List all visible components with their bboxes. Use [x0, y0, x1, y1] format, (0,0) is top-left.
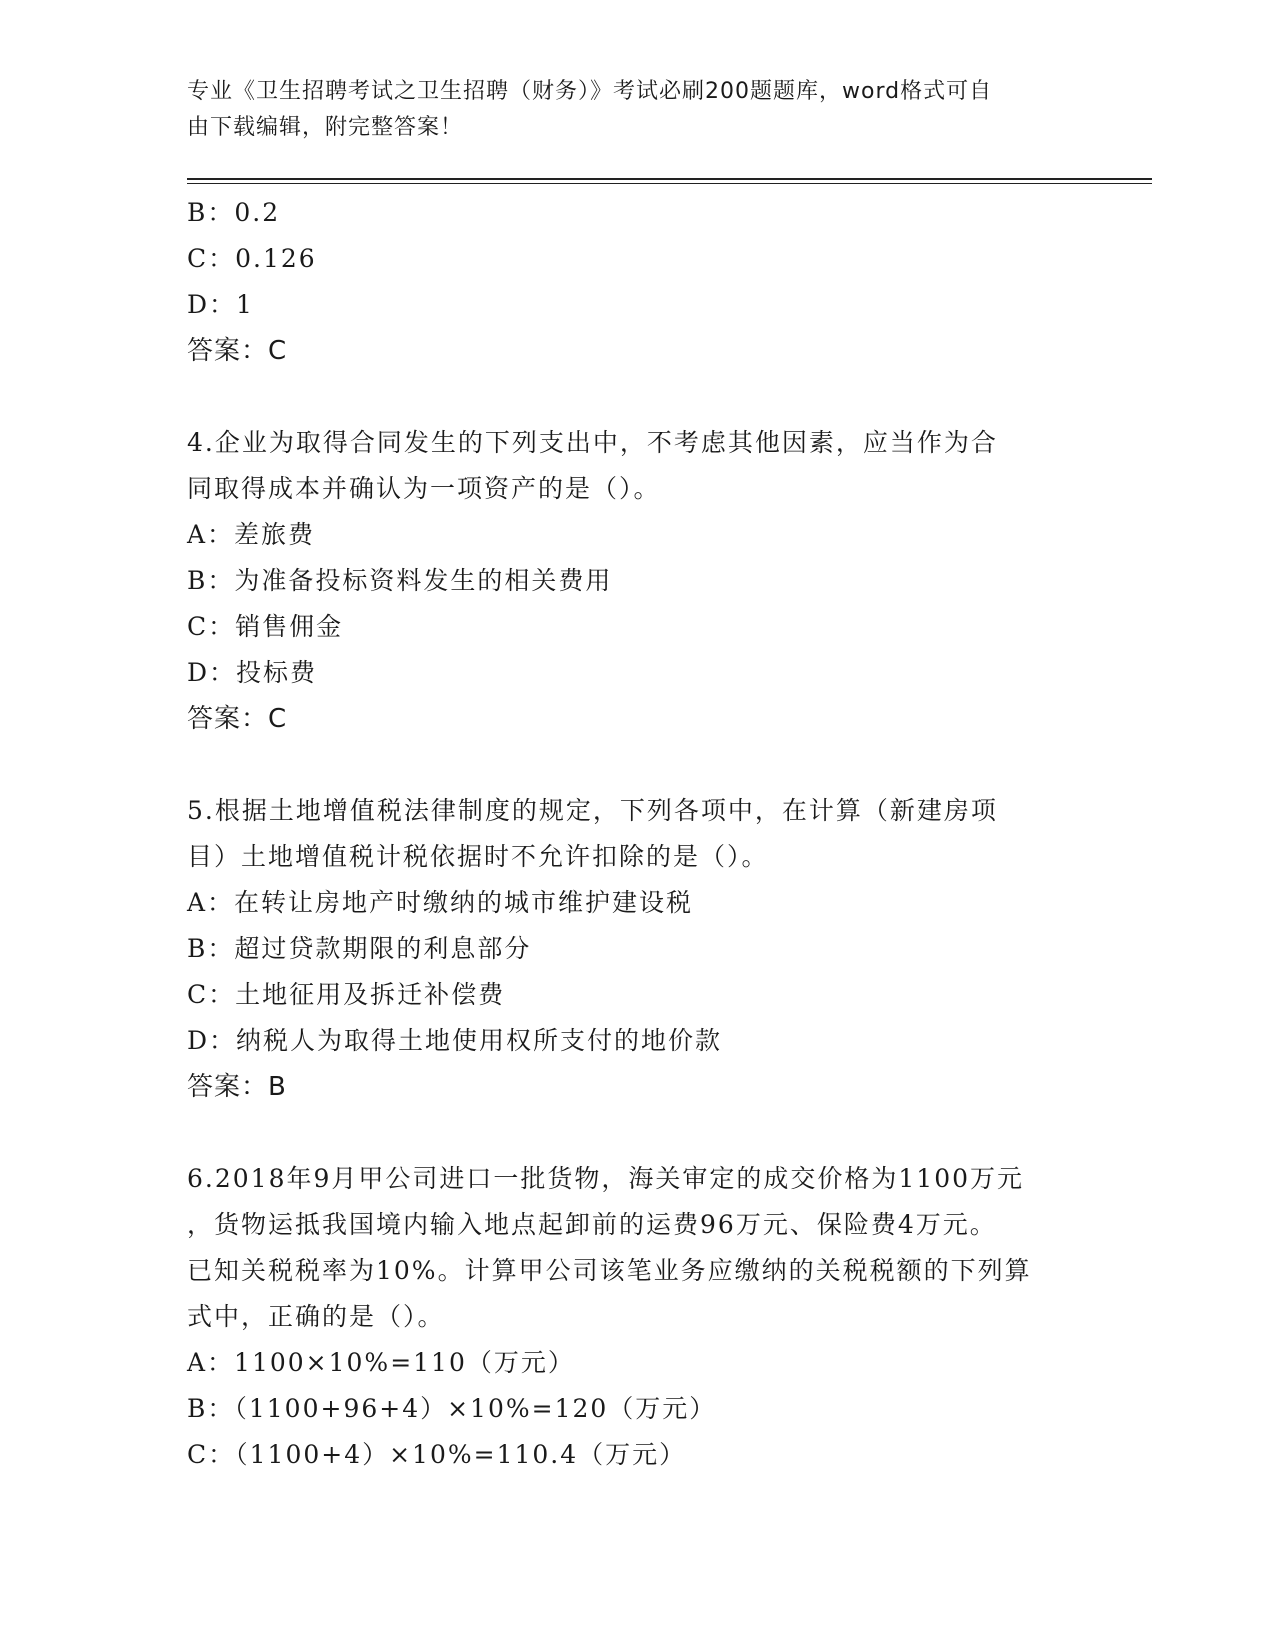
question-stem-line: 6.2018年9月甲公司进口一批货物，海关审定的成交价格为1100万元	[187, 1164, 1025, 1193]
header-line-2: 由下载编辑，附完整答案！	[187, 115, 464, 140]
header-line-1: 专业《卫生招聘考试之卫生招聘（财务）》考试必刷200题题库，word格式可自	[187, 79, 993, 104]
option-c: C：（1100+4）×10%=110.4（万元）	[187, 1440, 687, 1469]
option-d: D：1	[187, 290, 254, 319]
header-divider-thin	[187, 183, 1152, 184]
option-a: A：在转让房地产时缴纳的城市维护建设税	[187, 888, 694, 917]
option-b: B：为准备投标资料发生的相关费用	[187, 566, 613, 595]
question-stem-line: 5.根据土地增值税法律制度的规定，下列各项中，在计算（新建房项	[187, 796, 998, 825]
option-b: B：（1100+96+4）×10%=120（万元）	[187, 1394, 717, 1423]
answer-line: 答案：C	[187, 336, 288, 366]
spacer	[187, 742, 1087, 788]
option-c: C：土地征用及拆迁补偿费	[187, 980, 506, 1009]
spacer	[187, 1110, 1087, 1156]
question-stem-line: 目）土地增值税计税依据时不允许扣除的是（）。	[187, 842, 769, 871]
page-header	[187, 74, 1067, 146]
question-5	[187, 788, 1087, 1110]
question-stem-line: 同取得成本并确认为一项资产的是（）。	[187, 474, 661, 503]
answer-line: 答案：B	[187, 1072, 287, 1102]
header-divider-thick	[187, 178, 1152, 180]
option-a: A：1100×10%=110（万元）	[187, 1348, 575, 1377]
spacer	[187, 374, 1087, 420]
question-6	[187, 1156, 1087, 1478]
option-c: C：0.126	[187, 244, 317, 273]
question-stem-line: ，货物运抵我国境内输入地点起卸前的运费96万元、保险费4万元。	[187, 1210, 997, 1239]
option-b: B：超过贷款期限的利息部分	[187, 934, 532, 963]
option-d: D：投标费	[187, 658, 318, 687]
option-a: A：差旅费	[187, 520, 316, 549]
option-b: B：0.2	[187, 198, 281, 227]
option-c: C：销售佣金	[187, 612, 344, 641]
question-stem-line: 4.企业为取得合同发生的下列支出中，不考虑其他因素，应当作为合	[187, 428, 998, 457]
question-stem-line: 已知关税税率为10%。计算甲公司该笔业务应缴纳的关税税额的下列算	[187, 1256, 1032, 1285]
question-3-tail	[187, 190, 1087, 374]
question-list	[187, 190, 1087, 1478]
option-d: D：纳税人为取得土地使用权所支付的地价款	[187, 1026, 723, 1055]
question-4	[187, 420, 1087, 742]
answer-line: 答案：C	[187, 704, 288, 734]
question-stem-line: 式中，正确的是（）。	[187, 1302, 445, 1331]
